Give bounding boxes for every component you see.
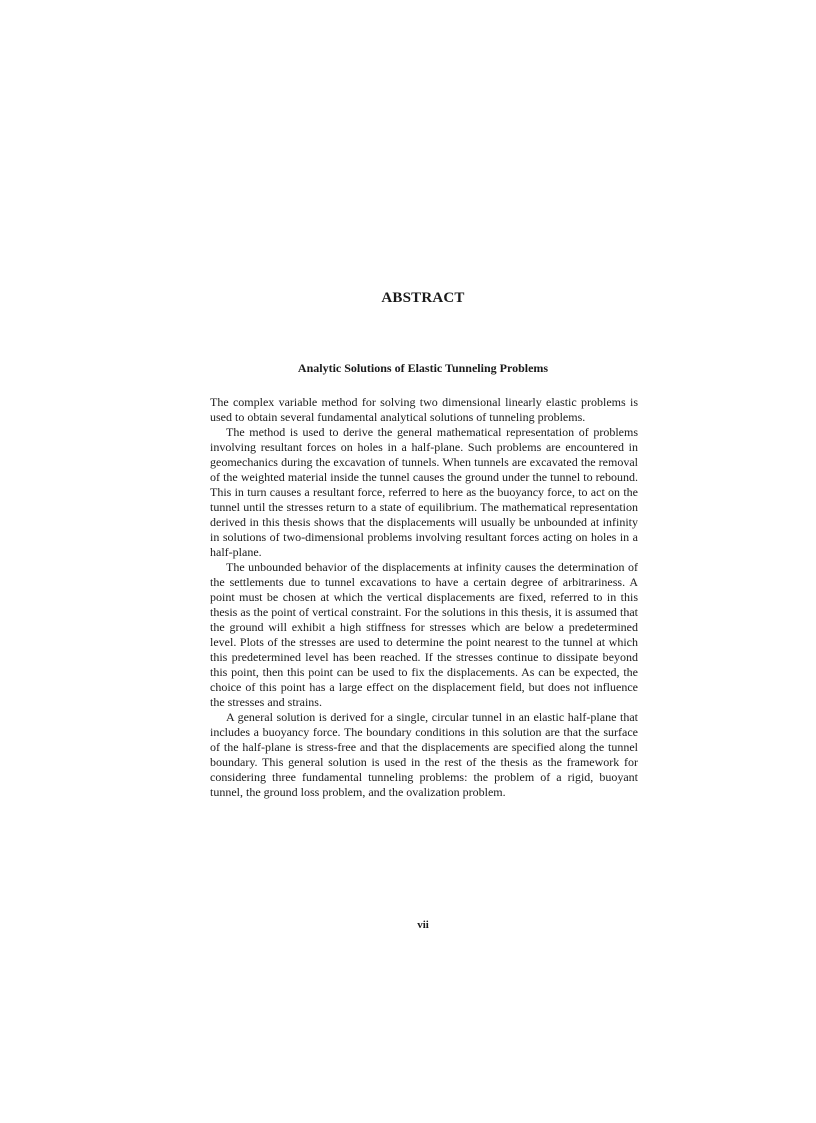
thesis-title: Analytic Solutions of Elastic Tunneling Problems <box>297 361 549 375</box>
page-number: vii <box>417 919 429 931</box>
paragraph-2: The method is used to derive the general mathematical representation of problems involving resultant forces on holes in a half-plane. Such problems are encountered in geomechanics during the excavation of tunnels. When tunnels are excavated the removal of the weighted material inside the tunnel causes the ground under the tunnel to rebound. This in turn causes a resultant force, referred to here as the buoyancy force, to act on the tunnel until the stresses return to a state of equilibrium. The mathematical representation derived in this thesis shows that the displacements will usually be unbounded at infinity in solutions of two-dimensional problems involving resultant forces acting on holes in a half-plane. <box>210 425 638 559</box>
paragraph-1: The complex variable method for solving two dimensional linearly elastic problems is used to obtain several fundamental analytical solutions of tunneling problems. <box>210 395 638 424</box>
paragraph-4: A general solution is derived for a single, circular tunnel in an elastic half-plane that includes a buoyancy force. The boundary conditions in this solution are that the surface of the half-plane is stress-free and that the displacements are specified along the tunnel boundary. This general solution is used in the rest of the thesis as the framework for considering three fundamental tunneling problems: the problem of a rigid, buoyant tunnel, the ground loss problem, and the ovalization problem. <box>210 710 638 799</box>
abstract-body <box>210 395 638 800</box>
paragraph-3: The unbounded behavior of the displacements at infinity causes the determination of the settlements due to tunnel excavations to have a certain degree of arbitrariness. A point must be chosen at which the vertical displacements are fixed, referred to in this thesis as the point of vertical constraint. For the solutions in this thesis, it is assumed that the ground will exhibit a high stiffness for stresses which are below a predetermined level. Plots of the stresses are used to determine the point nearest to the tunnel at which this predetermined level has been reached. If the stresses continue to dissipate beyond this point, then this point can be used to fix the displacements. As can be expected, the choice of this point has a large effect on the displacement field, but does not influence the stresses and strains. <box>210 560 638 709</box>
abstract-heading: ABSTRACT <box>381 290 465 306</box>
